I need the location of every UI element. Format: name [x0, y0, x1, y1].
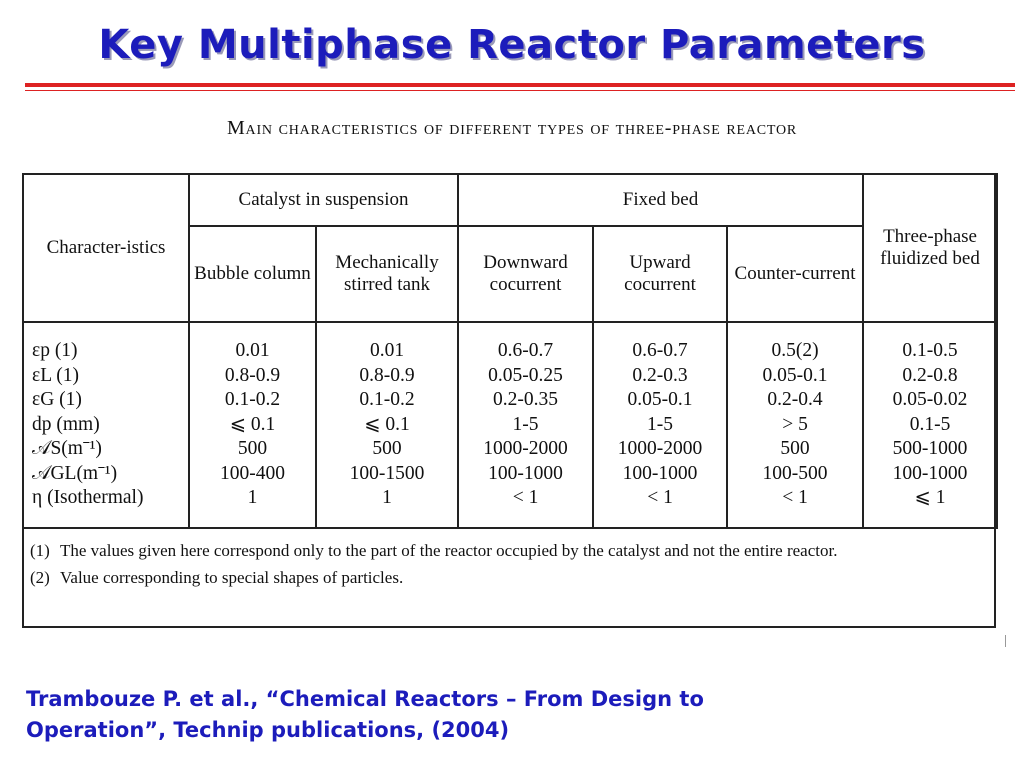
table-cell: 100-1500	[349, 462, 425, 484]
table-cell: 0.2-0.3	[632, 364, 688, 386]
footnote-number: (2)	[30, 567, 50, 587]
table-cell: 1000-2000	[617, 438, 703, 460]
row-label: η (Isothermal)	[32, 487, 144, 509]
row-labels-cell	[23, 322, 189, 528]
table-cell: 0.6-0.7	[632, 339, 688, 361]
table-cell: 0.2-0.35	[493, 389, 559, 411]
table-cell: 0.1-0.2	[359, 389, 415, 411]
table-cell: < 1	[782, 487, 808, 509]
table-cell: 0.05-0.1	[627, 389, 693, 411]
table-cell: < 1	[512, 487, 539, 509]
table-cell: 1-5	[512, 413, 539, 435]
title-divider-thin	[25, 90, 1015, 91]
footnote	[30, 538, 992, 565]
table-cell: ⩽ 0.1	[364, 413, 410, 435]
table-cell: 0.05-0.02	[892, 389, 968, 411]
table-cell: 0.01	[235, 339, 270, 361]
stirred-tank-values	[316, 322, 458, 528]
upward-cocurrent-values	[593, 322, 727, 528]
table-cell: ⩽ 1	[914, 487, 946, 509]
row-label: εp (1)	[32, 339, 78, 361]
row-label: dp (mm)	[32, 413, 100, 435]
table-cell: 100-1000	[488, 462, 563, 484]
table-cell: 0.1-0.2	[224, 389, 281, 411]
bubble-column-header: Bubble column	[189, 226, 316, 322]
downward-cocurrent-values	[458, 322, 593, 528]
suspension-group-header: Catalyst in suspension	[189, 174, 458, 226]
footnote-text: Value corresponding to special shapes of particles.	[60, 567, 404, 587]
table-cell: 500	[780, 438, 810, 460]
table-cell: 100-500	[762, 462, 828, 484]
table-cell: 100-1000	[892, 462, 968, 484]
table-cell: 0.2-0.4	[767, 389, 823, 411]
row-label: εL (1)	[32, 364, 79, 386]
downward-cocurrent-header: Downward cocurrent	[458, 226, 593, 322]
table-cell: 1000-2000	[483, 438, 568, 460]
table-cell: 500	[237, 438, 268, 460]
table-cell: 0.1-0.5	[902, 339, 958, 361]
citation: Trambouze P. et al., “Chemical Reactors – From Design to Operation”, Technip publications, (2004)	[26, 687, 704, 742]
table-cell: 1-5	[647, 413, 674, 435]
reactor-characteristics-table	[22, 173, 998, 529]
countercurrent-values	[727, 322, 863, 528]
row-label: 𝒜GL(m⁻¹)	[32, 462, 118, 484]
scan-mark	[1005, 635, 1006, 647]
table-cell: 100-400	[220, 462, 285, 484]
table-footnotes	[30, 538, 992, 591]
table-cell: 0.8-0.9	[224, 364, 281, 386]
upward-cocurrent-header: Upward cocurrent	[593, 226, 727, 322]
fluidized-bed-header: Three-phase fluidized bed	[863, 174, 997, 322]
table-cell: 0.5(2)	[771, 339, 819, 361]
table-cell: 0.2-0.8	[902, 364, 958, 386]
slide-title: Key Multiphase Reactor Parameters	[98, 22, 926, 68]
row-label: εG (1)	[32, 389, 82, 411]
table-cell: 0.1-5	[909, 413, 951, 435]
title-divider-thick	[25, 83, 1015, 87]
footnote	[30, 565, 992, 592]
countercurrent-header: Counter-current	[727, 226, 863, 322]
table-cell: 1	[382, 487, 392, 509]
table-row	[23, 322, 997, 528]
table-cell: 500	[372, 438, 402, 460]
table-cell: 1	[247, 487, 258, 509]
table-cell: < 1	[647, 487, 673, 509]
table-caption: Main characteristics of different types of three-phase reactor	[226, 117, 798, 139]
fluidized-bed-values	[863, 322, 997, 528]
bubble-column-values	[189, 322, 316, 528]
table-cell: ⩽ 0.1	[229, 413, 276, 435]
row-label: 𝒜S(m⁻¹)	[32, 438, 102, 460]
table-cell: 0.6-0.7	[497, 339, 554, 361]
footnote-text: The values given here correspond only to the part of the reactor occupied by the catalyst and not the entire reactor.	[60, 541, 838, 560]
table-cell: 500-1000	[892, 438, 968, 460]
characteristics-header: Character-istics	[23, 174, 189, 322]
table-cell: 0.01	[369, 339, 405, 361]
table-cell: 100-1000	[622, 462, 698, 484]
table-cell: 0.05-0.1	[762, 364, 828, 386]
footnote-number: (1)	[30, 541, 50, 560]
table-cell: 0.05-0.25	[488, 364, 563, 386]
fixed-bed-group-header: Fixed bed	[458, 174, 863, 226]
table-cell: 0.8-0.9	[359, 364, 415, 386]
group-header-row	[23, 174, 997, 226]
stirred-tank-header: Mechanically stirred tank	[316, 226, 458, 322]
table-cell: > 5	[782, 413, 808, 435]
